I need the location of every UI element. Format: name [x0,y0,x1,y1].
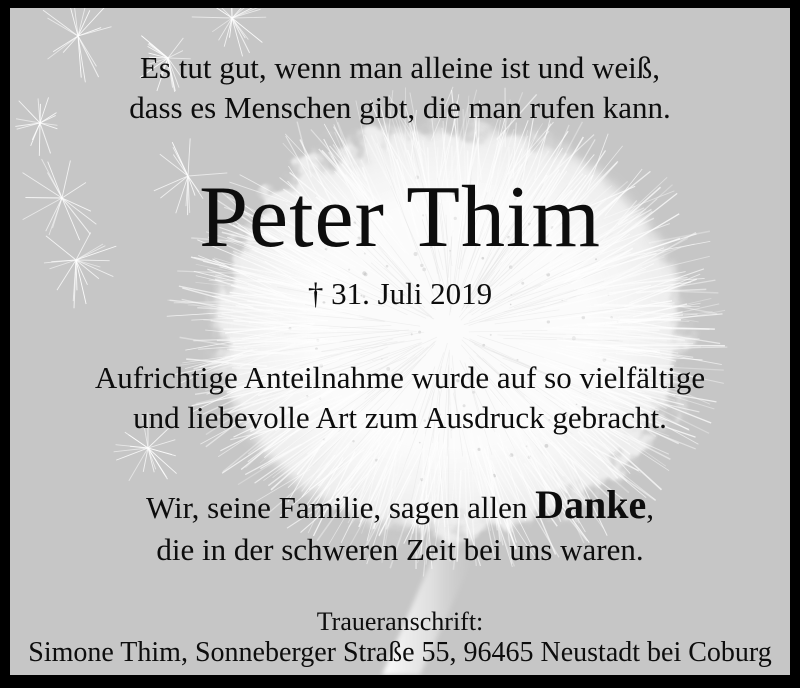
quote-line-1: Es tut gut, wenn man alleine ist und weiß, [139,50,661,85]
thanks-suffix: , [646,490,655,525]
acknowledgement-text [10,358,790,438]
obituary-card [10,8,790,675]
mourning-address: Simone Thim, Sonneberger Straße 55, 96465 Neustadt bei Coburg [28,637,772,668]
acknowledgement-line-1: Aufrichtige Anteilnahme wurde auf so vielfältige [94,360,706,395]
obituary-content [10,8,790,675]
thanks-word: Danke [535,482,647,527]
thanks-text [10,484,790,571]
mourning-address-label: Traueranschrift: [316,607,484,636]
acknowledgement-line-2: und liebevolle Art zum Ausdruck gebracht. [133,400,667,435]
thanks-prefix: Wir, seine Familie, sagen allen [145,490,536,525]
opening-quote [10,48,790,128]
death-date: † 31. Juli 2019 [307,276,493,311]
thanks-line-1 [10,484,790,529]
thanks-line-2: die in der schweren Zeit bei uns waren. [156,532,644,567]
deceased-name: Peter Thim [199,169,601,266]
quote-line-2: dass es Menschen gibt, die man rufen kann. [129,90,671,125]
